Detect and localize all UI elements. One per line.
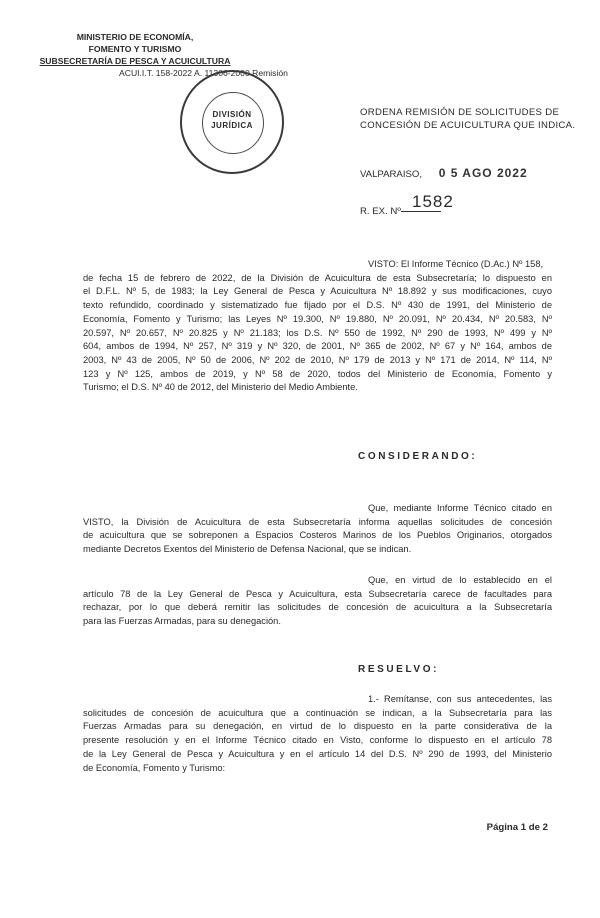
resuelvo-heading: RESUELVO: [358, 664, 439, 675]
date-stamp: 0 5 AGO 2022 [438, 166, 528, 180]
place-date [360, 166, 528, 180]
visto-line: texto refundido, coordinado y sistematizado fue fijado por el D.S. Nº 430 de 1991, del Ministerio de [83, 300, 552, 311]
considerando-line: artículo 78 de la Ley General de Pesca y Acuicultura, esta Subsecretaría carece de facultades para [83, 588, 552, 599]
visto-line: 20.597, Nº 20.657, Nº 20.825 y Nº 21.183; los D.S. Nº 550 de 1992, Nº 290 de 1993, Nº 499 y Nº [83, 327, 552, 338]
visto-paragraph [83, 258, 552, 395]
rex-label: R. EX. Nº [360, 206, 401, 217]
considerando-line: de acuicultura que se sobreponen a Espacios Costeros Marinos de los Pueblos Originarios, otorgados [83, 530, 552, 541]
considerando-heading: CONSIDERANDO: [358, 451, 478, 462]
stamp-text-line-2: JURÍDICA [211, 121, 253, 130]
visto-line: 604, ambos de 1994, Nº 257, Nº 319 y Nº 320, de 2001, Nº 365 de 2002, Nº 67 y Nº 164, ambos de [83, 341, 552, 352]
place-label: VALPARAISO, [360, 169, 423, 180]
title-line-2: CONCESIÓN DE ACUICULTURA QUE INDICA. [360, 120, 576, 131]
resuelvo-line: 1.- Remítanse, con sus antecedentes, las [368, 694, 552, 704]
visto-line: Turismo; el D.S. Nº 40 de 2012, del Ministerio del Medio Ambiente. [83, 382, 358, 393]
resuelvo-paragraph-1 [83, 693, 552, 775]
considerando-line: Que, en virtud de lo establecido en el [368, 575, 552, 585]
visto-line: Economía, Fomento y Turismo; las Leyes Nº 19.300, Nº 19.880, Nº 20.091, Nº 20.434, Nº 20.583, Nº [83, 313, 552, 324]
header-reference-line: ACUI.I.T. 158-2022 A. 11306-2000 Remisión [119, 68, 288, 78]
considerando-line: Que, mediante Informe Técnico citado en [368, 503, 552, 513]
visto-line: 123 y Nº 125, ambos de 2019, y Nº 58 de 2020, todos del Ministerio de Economía, Fomento y [83, 368, 552, 379]
considerando-line: mediante Decretos Exentos del Ministerio de Defensa Nacional, que se indican. [83, 544, 412, 555]
resuelvo-line: presente resolución y en el Informe Técnico citado en Visto, conforme lo dispuesto en el artículo 78 [83, 735, 552, 746]
visto-line: de fecha 15 de febrero de 2022, de la División de Acuicultura de esta Subsecretaría; lo dispuesto en [83, 272, 552, 283]
header-subsecretaria-line: SUBSECRETARÍA DE PESCA Y ACUICULTURA [39, 56, 231, 66]
resuelvo-line: solicitudes de concesión de acuicultura que a continuación se indican, a la Subsecretaría para las [83, 707, 552, 718]
resolution-number [360, 192, 454, 217]
visto-line: VISTO: El Informe Técnico (D.Ac.) Nº 158, [368, 259, 544, 269]
considerando-line: rechazar, por lo que deberá remitir las solicitudes de concesión de acuicultura a la Subsecretaría [83, 602, 552, 613]
header-ministry-line: MINISTERIO DE ECONOMÍA, [76, 32, 194, 42]
visto-line: 2003, Nº 43 de 2005, Nº 50 de 2006, Nº 202 de 2010, Nº 179 de 2013 y Nº 171 de 2014, Nº 114, Nº [83, 354, 552, 365]
considerando-paragraph-2 [83, 574, 552, 629]
considerando-line: VISTO, la División de Acuicultura de esta Subsecretaría informa aquellas solicitudes de concesión [83, 516, 552, 527]
resuelvo-line: de la Ley General de Pesca y Acuicultura y en el artículo 14 del D.S. Nº 290 de 1993, del Ministerio [83, 748, 552, 759]
resuelvo-line: Fuerzas Armadas para su denegación, en virtud de lo dispuesto en la parte considerativa de la [83, 721, 552, 732]
considerando-paragraph-1 [83, 502, 552, 557]
document-title [360, 106, 576, 132]
division-juridica-stamp [180, 70, 284, 174]
title-line-1: ORDENA REMISIÓN DE SOLICITUDES DE [360, 107, 560, 118]
header-ministry-line-2: FOMENTO Y TURISMO [88, 44, 182, 54]
considerando-line: para las Fuerzas Armadas, para su denegación. [83, 616, 281, 627]
stamp-text-line-1: DIVISIÓN [212, 110, 252, 119]
resuelvo-line: de Economía, Fomento y Turismo: [83, 762, 226, 773]
visto-line: el D.F.L. Nº 5, de 1983; la Ley General de Pesca y Acuicultura Nº 18.892 y sus modificaciones, cuyo [83, 286, 552, 297]
rex-number: 1582 [412, 192, 454, 211]
page-number: Página 1 de 2 [486, 822, 548, 833]
